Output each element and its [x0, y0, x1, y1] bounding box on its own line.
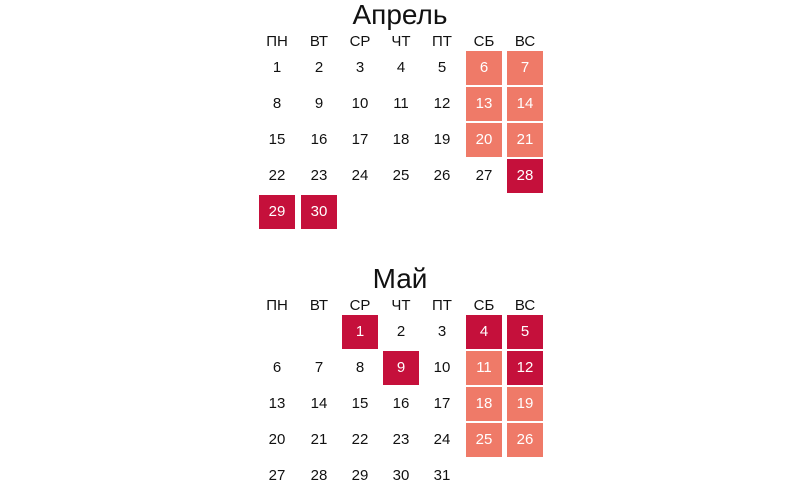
day-cell-regular: 13: [268, 395, 286, 412]
day-cell-regular: 4: [396, 59, 406, 76]
day-cell-holiday: 29: [259, 195, 295, 229]
month-title: Апрель: [352, 0, 448, 30]
day-cell-regular: 24: [433, 431, 451, 448]
day-cell-regular: 17: [351, 131, 369, 148]
day-cell-regular: 1: [272, 59, 282, 76]
day-cell-regular: 3: [355, 59, 365, 76]
day-cell-weekend: 21: [507, 123, 543, 157]
day-cell-regular: 8: [272, 95, 282, 112]
day-cell-weekend: 20: [466, 123, 502, 157]
weekday-header: ЧТ: [391, 297, 411, 314]
day-cell-regular: 10: [433, 359, 451, 376]
day-cell-regular: 25: [392, 167, 410, 184]
day-cell-regular: 22: [351, 431, 369, 448]
day-cell-holiday: 30: [301, 195, 337, 229]
weekday-header: ВТ: [309, 297, 329, 314]
day-cell-regular: 2: [396, 323, 406, 340]
day-cell-regular: 15: [268, 131, 286, 148]
weekday-header: ПН: [266, 297, 288, 314]
day-cell-regular: 14: [310, 395, 328, 412]
day-cell-regular: 29: [351, 467, 369, 484]
weekday-header: СР: [349, 33, 371, 50]
weekday-header: ВТ: [309, 33, 329, 50]
weekday-header: ПТ: [432, 33, 452, 50]
day-cell-weekend: 14: [507, 87, 543, 121]
day-cell-regular: 2: [314, 59, 324, 76]
day-cell-weekend: 13: [466, 87, 502, 121]
day-cell-regular: 23: [392, 431, 410, 448]
weekday-header: ВС: [514, 297, 536, 314]
day-cell-weekend: 19: [507, 387, 543, 421]
day-cell-weekend: 26: [507, 423, 543, 457]
day-cell-regular: 12: [433, 95, 451, 112]
day-cell-regular: 30: [392, 467, 410, 484]
day-cell-regular: 3: [437, 323, 447, 340]
day-cell-regular: 24: [351, 167, 369, 184]
weekday-header: ЧТ: [391, 33, 411, 50]
weekday-header: СБ: [473, 297, 495, 314]
weekday-header: СР: [349, 297, 371, 314]
day-cell-regular: 27: [475, 167, 493, 184]
day-cell-weekend: 11: [466, 351, 502, 385]
day-cell-regular: 15: [351, 395, 369, 412]
weekday-header: ВС: [514, 33, 536, 50]
day-cell-holiday: 12: [507, 351, 543, 385]
day-cell-holiday: 1: [342, 315, 378, 349]
month-title: Май: [372, 263, 428, 294]
day-cell-regular: 27: [268, 467, 286, 484]
day-cell-regular: 10: [351, 95, 369, 112]
day-cell-holiday: 4: [466, 315, 502, 349]
day-cell-regular: 23: [310, 167, 328, 184]
day-cell-weekend: 25: [466, 423, 502, 457]
day-cell-regular: 31: [433, 467, 451, 484]
day-cell-regular: 17: [433, 395, 451, 412]
weekday-header: СБ: [473, 33, 495, 50]
day-cell-weekend: 6: [466, 51, 502, 85]
day-cell-regular: 16: [310, 131, 328, 148]
day-cell-regular: 22: [268, 167, 286, 184]
day-cell-regular: 21: [310, 431, 328, 448]
day-cell-regular: 18: [392, 131, 410, 148]
day-cell-regular: 16: [392, 395, 410, 412]
day-cell-regular: 5: [437, 59, 447, 76]
day-cell-regular: 20: [268, 431, 286, 448]
day-cell-holiday: 5: [507, 315, 543, 349]
day-cell-regular: 9: [314, 95, 324, 112]
day-cell-weekend: 7: [507, 51, 543, 85]
weekday-header: ПН: [266, 33, 288, 50]
day-cell-holiday: 28: [507, 159, 543, 193]
day-cell-regular: 26: [433, 167, 451, 184]
day-cell-regular: 8: [355, 359, 365, 376]
day-cell-regular: 7: [314, 359, 324, 376]
weekday-header: ПТ: [432, 297, 452, 314]
day-cell-regular: 28: [310, 467, 328, 484]
day-cell-regular: 19: [433, 131, 451, 148]
day-cell-weekend: 18: [466, 387, 502, 421]
day-cell-regular: 6: [272, 359, 282, 376]
day-cell-regular: 11: [393, 95, 409, 112]
day-cell-holiday: 9: [383, 351, 419, 385]
